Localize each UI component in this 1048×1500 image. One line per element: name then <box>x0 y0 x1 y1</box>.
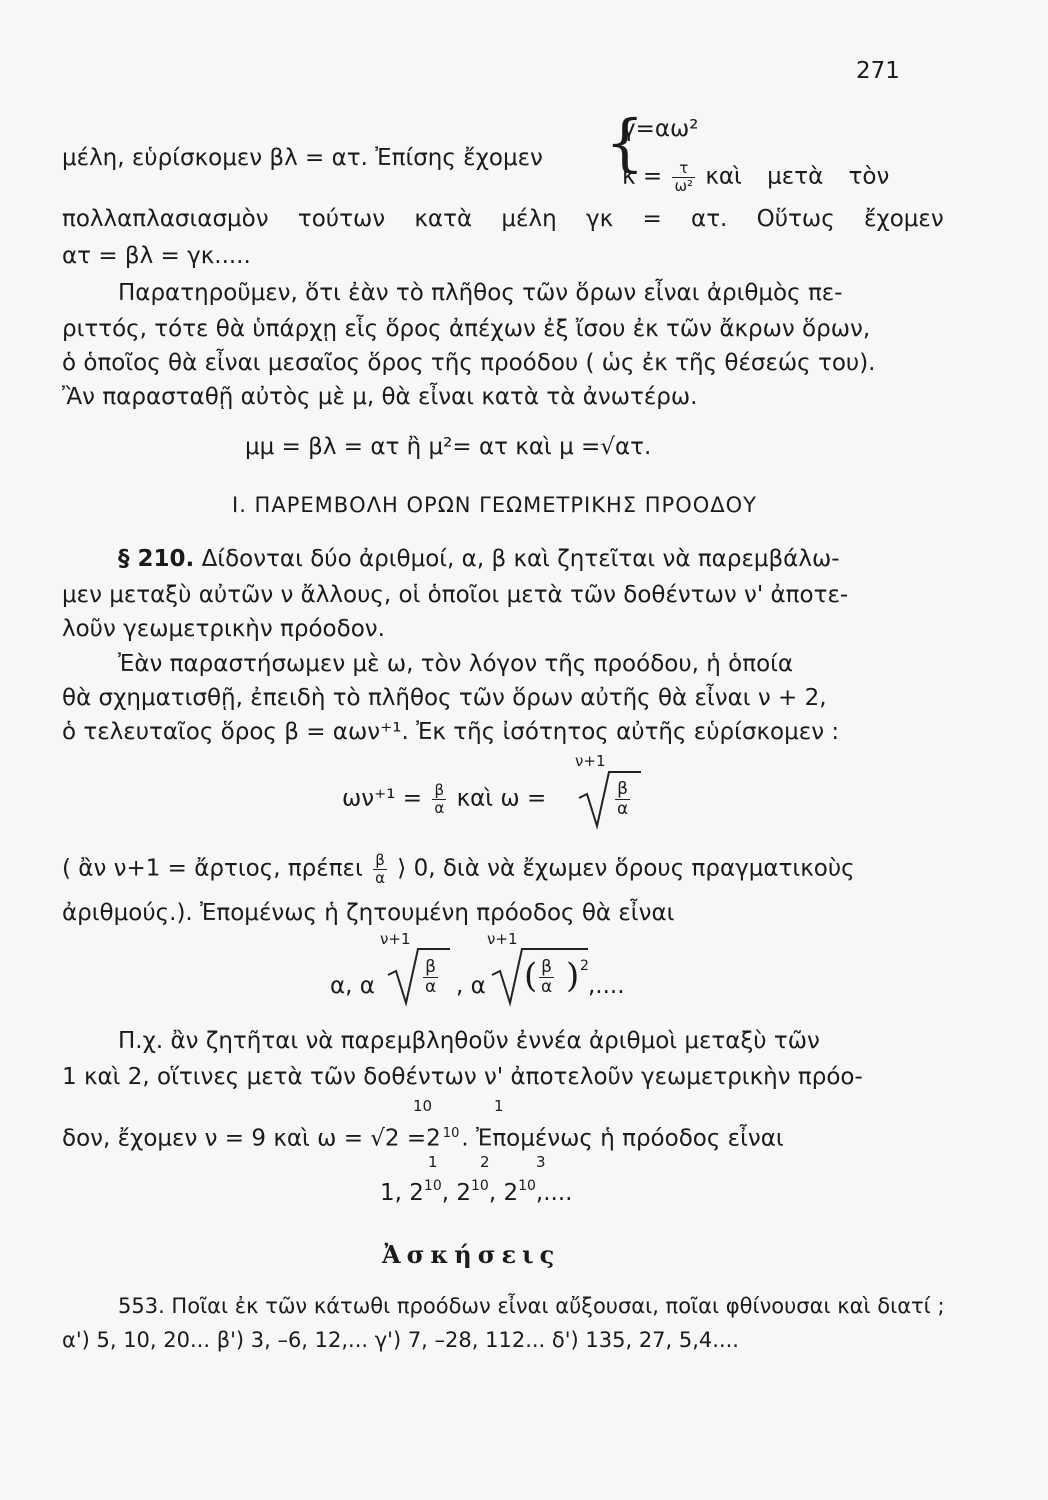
exercises-heading: Ἀσκήσεις <box>382 1240 561 1269</box>
section-heading: Ι. ΠΑΡΕΜΒΟΛΗ ΟΡΩΝ ΓΕΩΜΕΤΡΙΚΗΣ ΠΡΟΟΔΟΥ <box>232 493 757 517</box>
text-line: μέλη, εὑρίσκομεν βλ = ατ. Ἐπίσης ἔχομεν <box>62 145 543 171</box>
text-line: ὁ τελευταῖος ὅρος β = αων⁺¹. Ἐκ τῆς ἰσότητος αὐτῆς εὑρίσκομεν : <box>62 719 840 745</box>
formula-fraction: $\frac{\beta}{\alpha}$ <box>425 957 437 997</box>
exercise-line: 553. Ποῖαι ἐκ τῶν κάτωθι προόδων εἶναι αὔξουσαι, ποῖαι φθίνουσαι καὶ διατί ; <box>118 1294 945 1318</box>
formula: , α <box>456 973 486 999</box>
text-line: ριττός, τότε θὰ ὑπάρχῃ εἷς ὅρος ἀπέχων ἐξ ἴσου ἐκ τῶν ἄκρων ὅρων, <box>62 316 871 342</box>
root-index: ν+1 <box>575 752 606 770</box>
text-line: πολλαπλασιασμὸν τούτων κατὰ μέλη γκ = ατ. Οὕτως ἔχομεν <box>62 206 944 232</box>
text-line: ( ἂν ν+1 = ἄρτιος, πρέπει $\frac{\beta}{\alpha}$ ⟩ 0, διὰ νὰ ἔχωμεν ὅρους πραγματικοὺς <box>62 851 855 887</box>
exercise-line: α') 5, 10, 20... β') 3, –6, 12,... γ') 7, –28, 112... δ') 135, 27, 5,4.... <box>62 1328 739 1352</box>
exponent: 2 <box>480 1153 490 1171</box>
text-line: Παρατηροῦμεν, ὅτι ἐὰν τὸ πλῆθος τῶν ὅρων εἶναι ἀριθμὸς πε- <box>118 280 843 306</box>
formula-fraction: $\frac{\beta}{\alpha}$ <box>541 957 553 997</box>
paragraph-line: § 210. Δίδονται δύο ἀριθμοί, α, β καὶ ζητεῖται νὰ παρεμβάλω- <box>118 546 840 572</box>
text-line: ὁ ὁποῖος θὰ εἶναι μεσαῖος ὅρος τῆς προόδου ( ὡς ἐκ τῆς θέσεώς του). <box>62 350 876 376</box>
formula: α, α <box>330 973 375 999</box>
formula: μμ = βλ = ατ ἢ μ²= ατ καὶ μ =√ατ. <box>245 434 652 460</box>
page-number: 271 <box>856 58 900 84</box>
system-equation: κ = $\frac{\tau}{\text{ω²}}$ καὶ μετὰ τὸν <box>622 159 890 195</box>
text-line: Ἂν παρασταθῇ αὐτὸς μὲ μ, θὰ εἶναι κατὰ τὰ ἀνωτέρω. <box>62 384 698 410</box>
text-line: Ἐὰν παραστήσωμεν μὲ ω, τὸν λόγον τῆς προόδου, ἡ ὁποία <box>118 651 794 677</box>
text-line: λοῦν γεωμετρικὴν πρόοδον. <box>62 616 385 642</box>
text-line: δον, ἔχομεν ν = 9 καὶ ω = √2 =2 10 . Ἐπομένως ἡ πρόοδος εἶναι <box>62 1125 784 1152</box>
section-number: § 210. <box>118 546 195 572</box>
formula: ,.... <box>588 973 625 999</box>
exponent: 1 <box>428 1153 438 1171</box>
formula: ων⁺¹ = $\frac{\beta}{\alpha}$ καὶ ω = <box>342 781 547 817</box>
progression: 1, $2^{10}$, $2^{10}$, $2^{10}$,.... <box>380 1178 573 1206</box>
formula-fraction: $\frac{\beta}{\alpha}$ <box>617 779 629 819</box>
radical-sign <box>386 945 452 1007</box>
system-brace: { <box>605 106 645 179</box>
text-line: 1 καὶ 2, οἵτινες μετὰ τῶν δοθέντων ν' ἀποτελοῦν γεωμετρικὴν πρόο- <box>62 1064 863 1090</box>
text-line: θὰ σχηματισθῇ, ἐπειδὴ τὸ πλῆθος τῶν ὅρων αὐτῆς θὰ εἶναι ν + 2, <box>62 685 827 711</box>
root-index: ν+1 <box>380 930 411 948</box>
exponent: 2 <box>580 958 589 974</box>
text-line: Π.χ. ἂν ζητῆται νὰ παρεμβληθοῦν ἐννέα ἀριθμοὶ μεταξὺ τῶν <box>118 1028 820 1054</box>
system-equation: γ=αω² <box>622 116 699 142</box>
exponent: 1 <box>494 1097 504 1115</box>
exponent: 3 <box>536 1153 546 1171</box>
text-line: ἀριθμούς.). Ἐπομένως ἡ ζητουμένη πρόοδος θὰ εἶναι <box>62 900 675 926</box>
paren: ) <box>566 956 580 996</box>
text-line: ατ = βλ = γκ..... <box>62 243 251 269</box>
root-index: ν+1 <box>487 930 518 948</box>
paren: ( <box>524 956 538 996</box>
text-line: μεν μεταξὺ αὐτῶν ν ἄλλους, οἱ ὁποῖοι μετὰ τῶν δοθέντων ν' ἀποτε- <box>62 582 849 608</box>
root-index: 10 <box>413 1097 433 1115</box>
